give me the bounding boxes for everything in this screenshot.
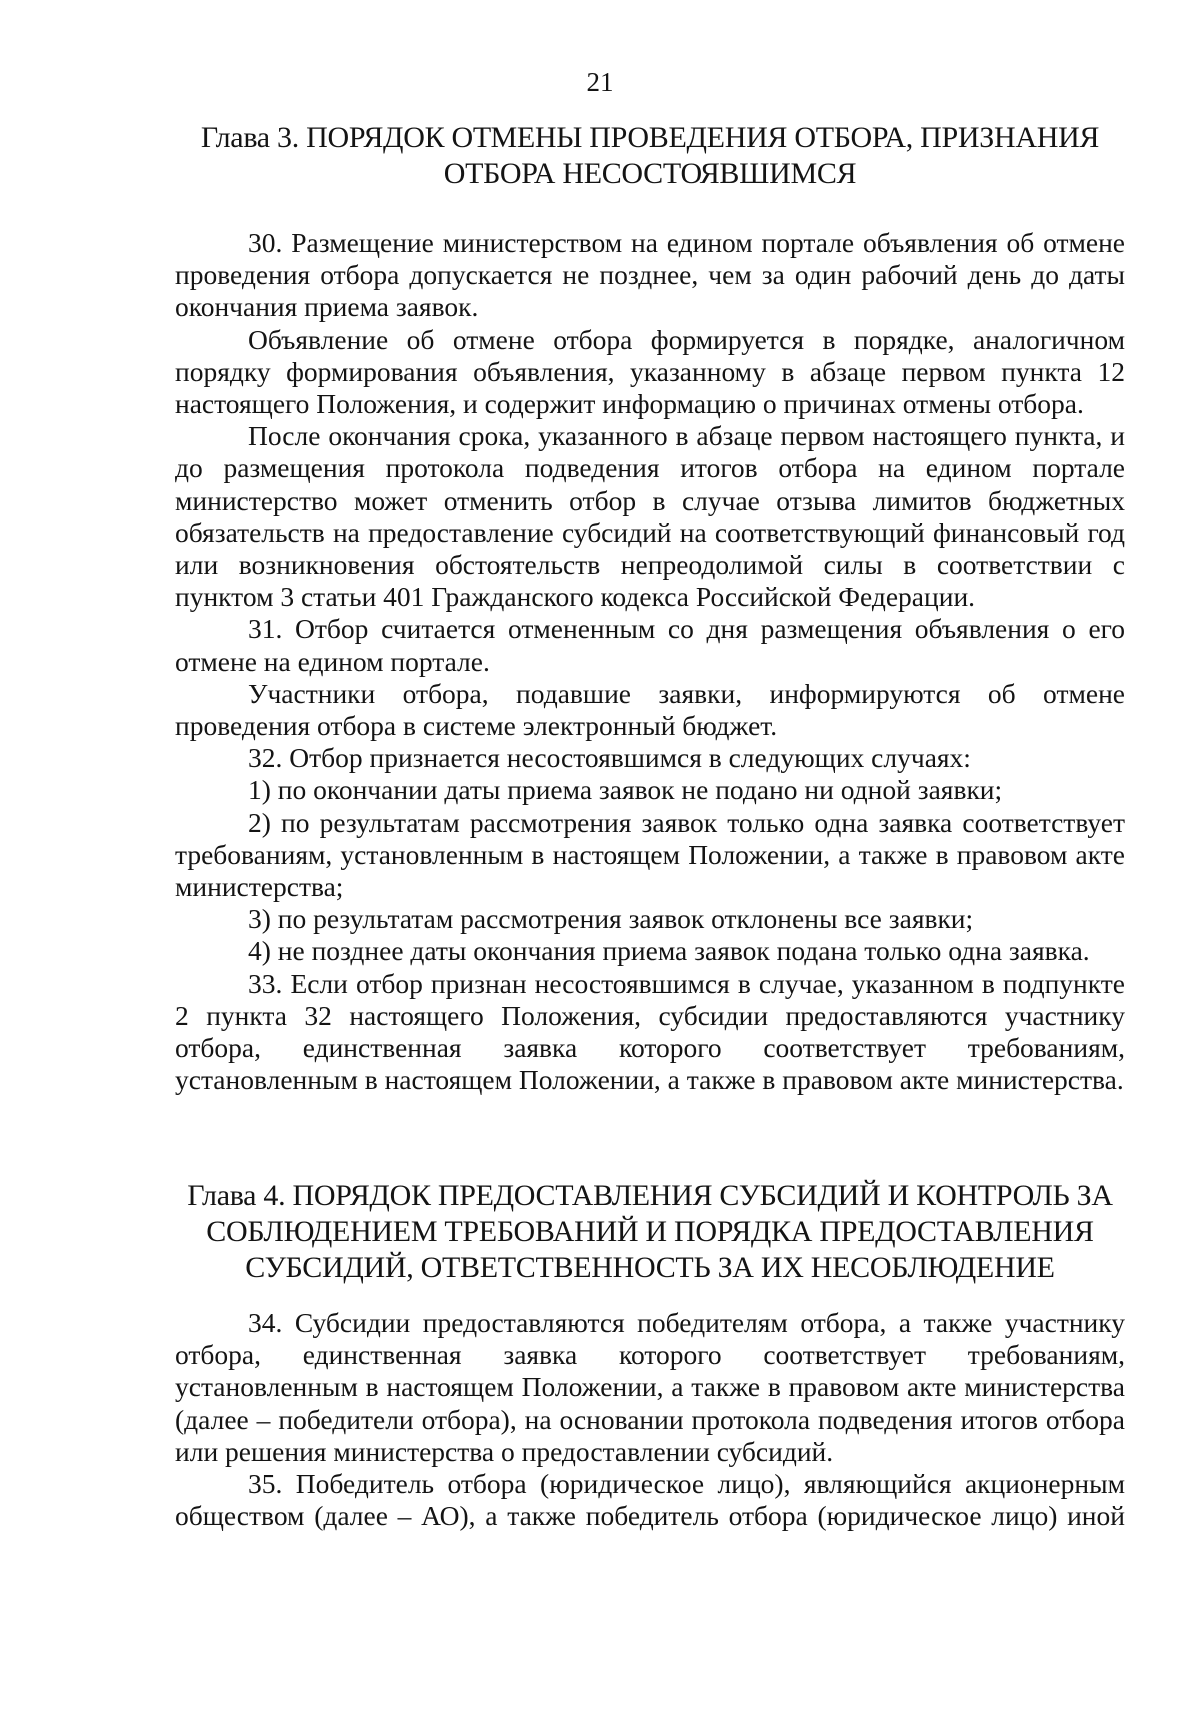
paragraph: Объявление об отмене отбора формируется в порядке, аналогичном порядку формирования объявления, указанному в абзаце первом пункта 12 настоящего Положения, и содержит информацию о причинах отмены отбора.	[175, 323, 1125, 420]
paragraph-34: 34. Субсидии предоставляются победителям отбора, а также участнику отбора, единственная заявка которого соответствует требованиям, установленным в настоящем Положении, а также в правовом акте министерства (далее – победители отбора), на основании протокола подведения итогов отбора или решения министерства о предоставлении субсидий.	[175, 1307, 1125, 1467]
chapter-3-title-line: Глава 3. ПОРЯДОК ОТМЕНЫ ПРОВЕДЕНИЯ ОТБОРА, ПРИЗНАНИЯ	[200, 121, 1100, 154]
chapter-3-body	[175, 227, 1125, 1096]
list-item: 2) по результатам рассмотрения заявок только одна заявка соответствует требованиям, установленным в настоящем Положении, а также в правовом акте министерства;	[175, 806, 1125, 903]
chapter-3-title-line: ОТБОРА НЕСОСТОЯВШИМСЯ	[443, 157, 857, 190]
list-item: 1) по окончании даты приема заявок не подано ни одной заявки;	[248, 774, 1003, 806]
paragraph-33: 33. Если отбор признан несостоявшимся в случае, указанном в подпункте 2 пункта 32 настоящего Положения, субсидии предоставляются участнику отбора, единственная заявка которого соответствует требованиям, установленным в настоящем Положении, а также в правовом акте министерства.	[175, 967, 1125, 1096]
paragraph-30: 30. Размещение министерством на едином портале объявления об отмене проведения отбора допускается не позднее, чем за один рабочий день до даты окончания приема заявок.	[175, 227, 1125, 323]
paragraph-35: 35. Победитель отбора (юридическое лицо), являющийся акционерным обществом (далее – АО), а также победитель отбора (юридическое лицо) иной	[175, 1468, 1125, 1532]
chapter-3-title	[175, 120, 1125, 192]
paragraph-32: 32. Отбор признается несостоявшимся в следующих случаях:	[248, 742, 971, 774]
paragraph-31: 31. Отбор считается отмененным со дня размещения объявления о его отмене на едином портале.	[175, 613, 1125, 677]
chapter-4-title	[175, 1178, 1125, 1286]
paragraph: Участники отбора, подавшие заявки, информируются об отмене проведения отбора в системе электронный бюджет.	[175, 677, 1125, 742]
list-item: 3) по результатам рассмотрения заявок отклонены все заявки;	[248, 903, 974, 935]
chapter-4-title-line: Глава 4. ПОРЯДОК ПРЕДОСТАВЛЕНИЯ СУБСИДИЙ И КОНТРОЛЬ ЗА	[187, 1179, 1113, 1212]
chapter-4-title-line: СУБСИДИЙ, ОТВЕТСТВЕННОСТЬ ЗА ИХ НЕСОБЛЮДЕНИЕ	[245, 1251, 1055, 1284]
page-number: 21	[586, 67, 614, 97]
chapter-4-body	[175, 1307, 1125, 1532]
paragraph: После окончания срока, указанного в абзаце первом настоящего пункта, и до размещения протокола подведения итогов отбора на едином портале министерство может отменить отбор в случае отзыва лимитов бюджетных обязательств на предоставление субсидий на соответствующий финансовый год или возникновения обстоятельств непреодолимой силы в соответствии с пунктом 3 статьи 401 Гражданского кодекса Российской Федерации.	[175, 420, 1125, 613]
chapter-4-title-line: СОБЛЮДЕНИЕМ ТРЕБОВАНИЙ И ПОРЯДКА ПРЕДОСТАВЛЕНИЯ	[206, 1215, 1094, 1248]
list-item: 4) не позднее даты окончания приема заявок подана только одна заявка.	[248, 935, 1090, 967]
